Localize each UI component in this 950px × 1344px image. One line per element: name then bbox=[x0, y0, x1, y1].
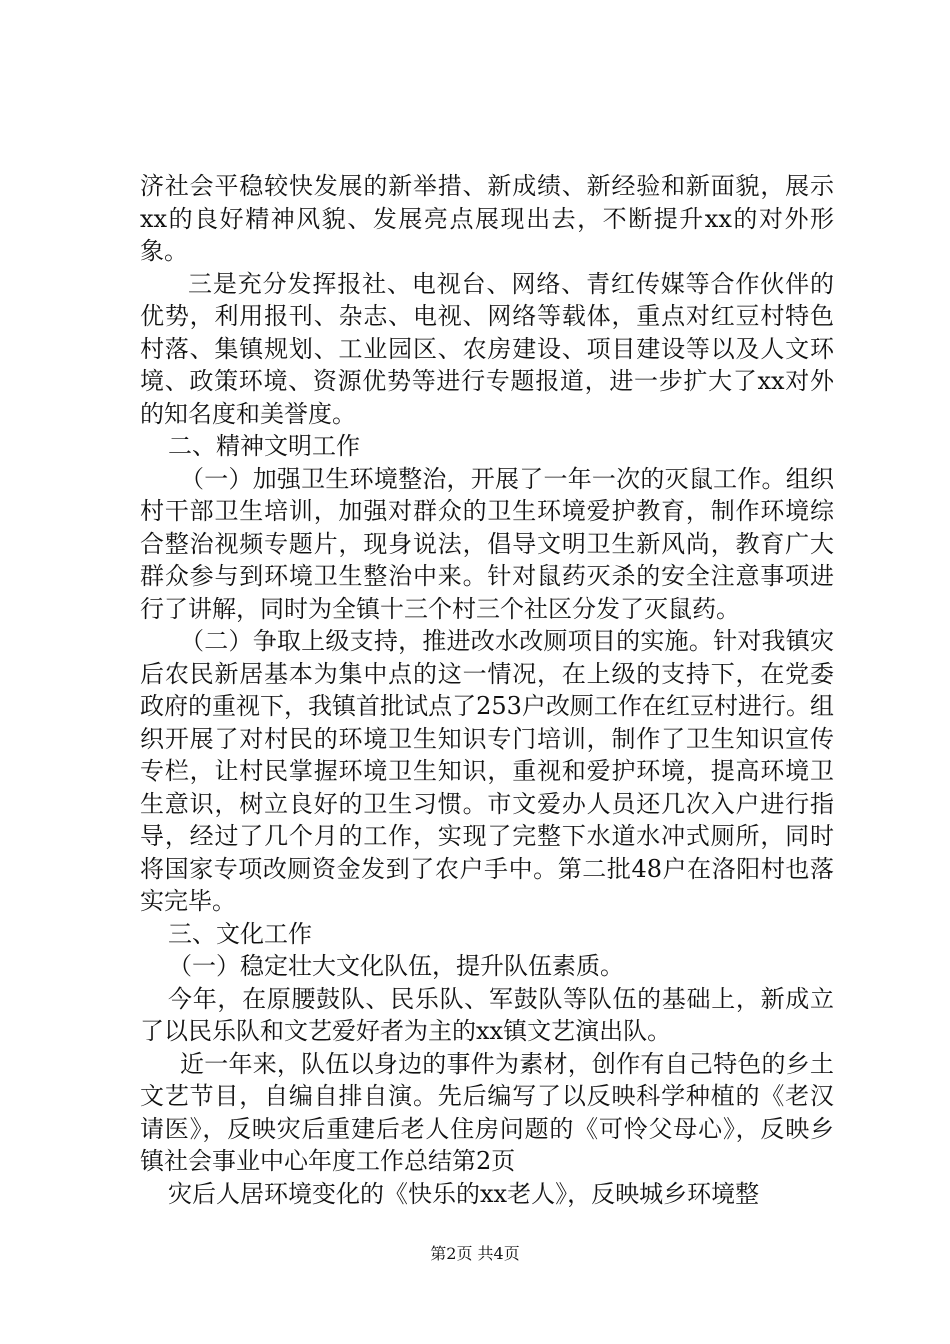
paragraph-toilet-renovation: （二）争取上级支持，推进改水改厕项目的实施。针对我镇灾后农民新居基本为集中点的这一情况，在上级的支持下，在党委政府的重视下，我镇首批试点了253户改厕工作在红豆村进行。组织开展了对村民的环境卫生知识专门培训，制作了卫生知识宣传专栏，让村民掌握环境卫生知识，重视和爱护环境，提高环境卫生意识，树立良好的卫生习惯。市文爱办人员还几次入户进行指导，经过了几个月的工作，实现了完整下水道水冲式厕所，同时将国家专项改厕资金发到了农户手中。第二批48户在洛阳村也落实完毕。 bbox=[140, 627, 834, 915]
section-heading-spiritual-civilization: 二、精神文明工作 bbox=[168, 432, 360, 460]
section-heading-culture: 三、文化工作 bbox=[168, 919, 312, 948]
paragraph-sanitation: （一）加强卫生环境整治，开展了一年一次的灭鼠工作。组织村干部卫生培训，加强对群众的卫生环境爱护教育，制作环境综合整治视频专题片，现身说法，倡导文明卫生新风尚，教育广大群众参与到环境卫生整治中来。针对鼠药灭杀的安全注意事项进行了讲解，同时为全镇十三个村三个社区分发了灭鼠药。 bbox=[140, 464, 834, 623]
paragraph-performances: 近一年来，队伍以身边的事件为素材，创作有自己特色的乡土文艺节目，自编自排自演。先后编写了以反映科学种植的《老汉请医》，反映灾后重建后老人住房问题的《可怜父母心》，反映乡镇社会事业中心年度工作总结第2页 bbox=[140, 1049, 834, 1175]
paragraph-media-partners: 三是充分发挥报社、电视台、网络、青红传媒等合作伙伴的优势，利用报刊、杂志、电视、网络等载体，重点对红豆村特色村落、集镇规划、工业园区、农房建设、项目建设等以及人文环境、政策环境、资源优势等进行专题报道，进一步扩大了xx对外的知名度和美誉度。 bbox=[140, 269, 834, 428]
document-body bbox=[140, 170, 834, 1210]
page-footer: 第2页 共4页 bbox=[430, 1244, 520, 1263]
paragraph-new-troupe: 今年，在原腰鼓队、民乐队、军鼓队等队伍的基础上，新成立了以民乐队和文艺爱好者为主的xx镇文艺演出队。 bbox=[140, 984, 834, 1045]
paragraph-continued: 灾后人居环境变化的《快乐的xx老人》，反映城乡环境整 bbox=[168, 1179, 760, 1208]
paragraph-continuation: 济社会平稳较快发展的新举措、新成绩、新经验和新面貌，展示xx的良好精神风貌、发展亮点展现出去，不断提升xx的对外形象。 bbox=[140, 172, 834, 265]
subheading-culture-team: （一）稳定壮大文化队伍，提升队伍素质。 bbox=[168, 952, 624, 980]
